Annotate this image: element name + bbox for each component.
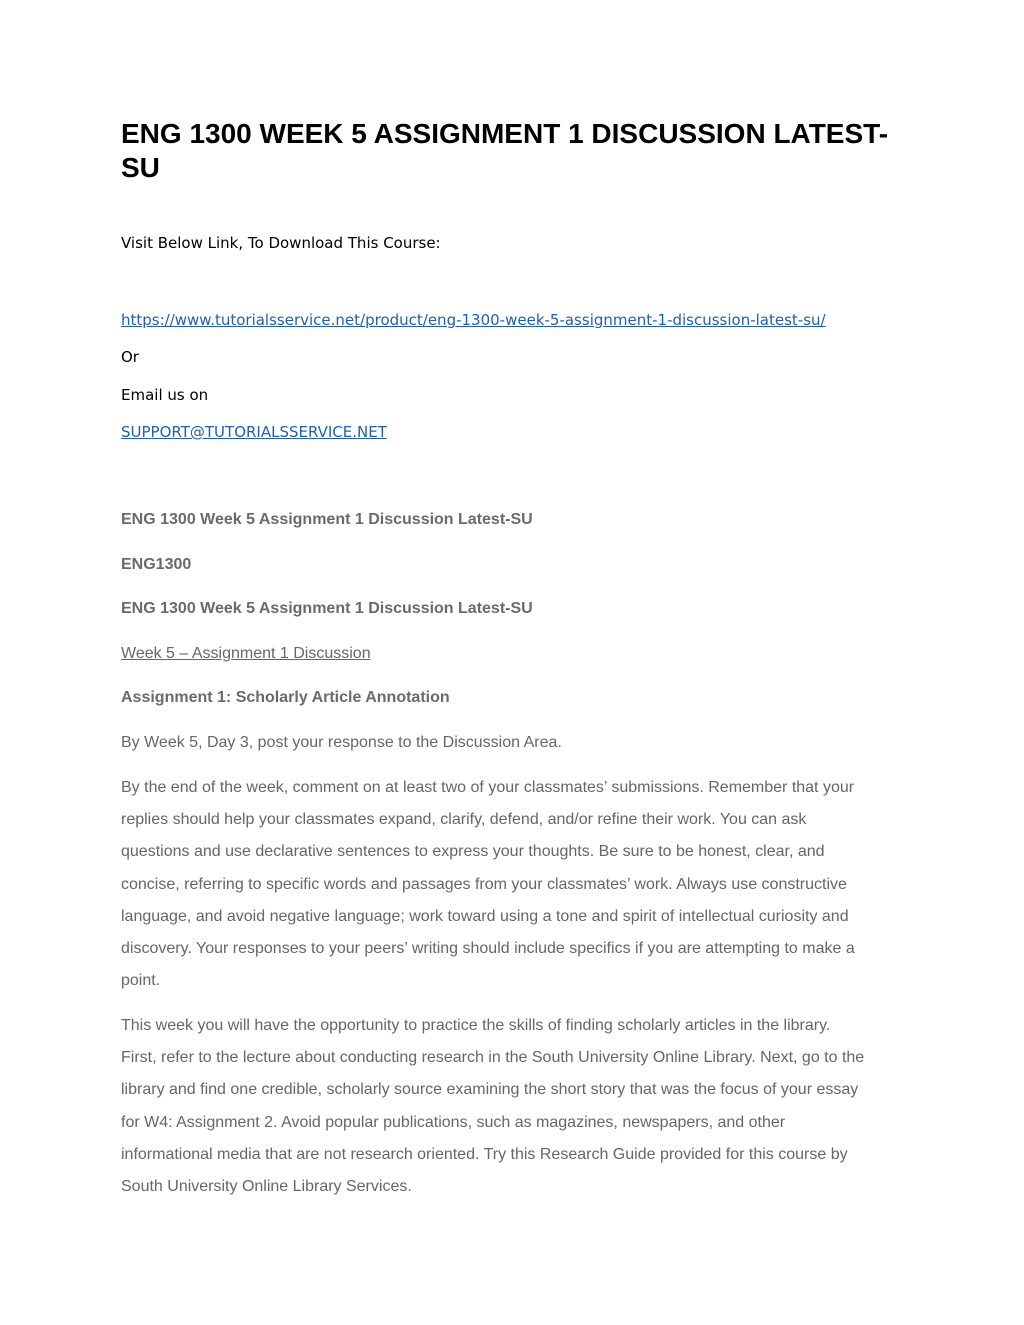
paragraph-2 xyxy=(121,1010,911,1203)
paragraph-2-line: South University Online Library Services. xyxy=(121,1178,412,1196)
paragraph-2-line: informational media that are not research oriented. Try this Research Guide provided for this course by xyxy=(121,1145,848,1163)
paragraph-1-line: replies should help your classmates expand, clarify, defend, and/or refine their work. You can ask xyxy=(121,811,807,829)
paragraph-2-line: library and find one credible, scholarly source examining the short story that was the focus of your essay xyxy=(121,1081,859,1099)
paragraph-1-line: language, and avoid negative language; work toward using a tone and spirit of intellectual curiosity and xyxy=(121,907,849,925)
visit-text: Visit Below Link, To Download This Course: xyxy=(121,234,441,252)
paragraph-1-line: point. xyxy=(121,972,161,990)
page-title xyxy=(121,117,911,185)
instruction-text: By Week 5, Day 3, post your response to the Discussion Area. xyxy=(121,734,562,751)
course-code: ENG1300 xyxy=(121,556,192,573)
or-text: Or xyxy=(121,348,139,366)
assignment-title: Assignment 1: Scholarly Article Annotation xyxy=(121,689,450,706)
email-intro-text: Email us on xyxy=(121,386,209,404)
paragraph-2-line: This week you will have the opportunity to practice the skills of finding scholarly articles in the library. xyxy=(121,1017,831,1034)
paragraph-1 xyxy=(121,772,911,997)
page-title-line-1: ENG 1300 WEEK 5 ASSIGNMENT 1 DISCUSSION LATEST- xyxy=(121,118,889,149)
paragraph-2-line: for W4: Assignment 2. Avoid popular publications, such as magazines, newspapers, and other xyxy=(121,1113,786,1131)
paragraph-2-line: First, refer to the lecture about conducting research in the South University Online Library. Next, go to the xyxy=(121,1049,865,1067)
paragraph-1-line: By the end of the week, comment on at least two of your classmates’ submissions. Remember that your xyxy=(121,779,855,796)
page-title-line-2: SU xyxy=(121,152,160,183)
heading-1: ENG 1300 Week 5 Assignment 1 Discussion Latest-SU xyxy=(121,511,533,528)
email-link[interactable]: SUPPORT@TUTORIALSSERVICE.NET xyxy=(121,423,387,441)
heading-2: ENG 1300 Week 5 Assignment 1 Discussion Latest-SU xyxy=(121,600,533,617)
paragraph-1-line: concise, referring to specific words and passages from your classmates’ work. Always use constructive xyxy=(121,875,847,893)
week-link[interactable]: Week 5 – Assignment 1 Discussion xyxy=(121,645,371,662)
paragraph-1-line: discovery. Your responses to your peers’ writing should include specifics if you are attempting to make a xyxy=(121,940,855,958)
product-link[interactable]: https://www.tutorialsservice.net/product/eng-1300-week-5-assignment-1-discussion-latest-su/ xyxy=(121,311,826,329)
paragraph-1-line: questions and use declarative sentences to express your thoughts. Be sure to be honest, clear, and xyxy=(121,843,825,861)
